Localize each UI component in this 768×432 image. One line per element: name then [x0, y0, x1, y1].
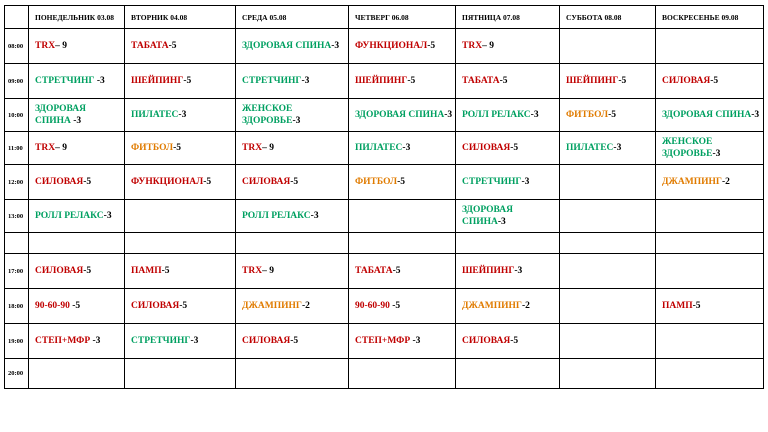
class-name: СТЕП+МФР: [355, 336, 411, 346]
class-cell: [560, 289, 656, 324]
class-name: СТРЕТЧИНГ: [242, 76, 302, 86]
class-name: СТЕП+МФР: [35, 336, 91, 346]
class-name: СИЛОВАЯ: [35, 266, 84, 276]
class-cell: [456, 64, 560, 99]
class-cell: [456, 165, 560, 200]
class-cell: [236, 132, 349, 165]
class-name: ТRХ: [35, 143, 56, 153]
schedule-table: [4, 5, 764, 389]
class-cell: [349, 64, 456, 99]
class-name: СИЛОВАЯ: [35, 177, 84, 187]
time-label: 19:00: [5, 324, 29, 359]
class-duration: -5: [692, 301, 701, 311]
class-cell: [29, 29, 125, 64]
class-name: ПАМП: [131, 266, 162, 276]
class-duration: -3: [402, 143, 411, 153]
class-name: ФУНКЦИОНАЛ: [131, 177, 204, 187]
class-cell: [656, 233, 764, 254]
class-name: ШЕЙПИНГ: [566, 76, 619, 86]
class-duration: – 9: [55, 143, 67, 153]
class-duration: -3: [521, 177, 530, 187]
class-cell: [560, 233, 656, 254]
class-cell: [560, 99, 656, 132]
class-duration: -5: [510, 143, 519, 153]
class-cell: [656, 289, 764, 324]
time-slot-row: [5, 324, 764, 359]
day-header: ВТОРНИК 04.08: [125, 6, 236, 29]
class-cell: [236, 233, 349, 254]
class-duration: -3: [190, 336, 199, 346]
class-duration: -5: [618, 76, 627, 86]
class-duration: -3: [410, 336, 421, 346]
time-label: 17:00: [5, 254, 29, 289]
class-name: ДЖАМПИНГ: [662, 177, 722, 187]
class-cell: [456, 99, 560, 132]
class-duration: -5: [69, 301, 81, 311]
time-slot-row: [5, 99, 764, 132]
time-slot-row: [5, 233, 764, 254]
class-cell: [349, 165, 456, 200]
class-duration: -5: [499, 76, 508, 86]
class-cell: [560, 165, 656, 200]
class-duration: -5: [392, 266, 401, 276]
time-slot-row: [5, 132, 764, 165]
class-name: ЗДОРОВАЯ СПИНА: [35, 104, 86, 126]
day-header: ЧЕТВЕРГ 06.08: [349, 6, 456, 29]
class-name: ШЕЙПИНГ: [355, 76, 408, 86]
class-name: СИЛОВАЯ: [131, 301, 180, 311]
time-label: 13:00: [5, 200, 29, 233]
class-cell: [29, 132, 125, 165]
class-cell: [349, 254, 456, 289]
class-cell: [349, 324, 456, 359]
class-cell: [349, 29, 456, 64]
time-slot-row: [5, 165, 764, 200]
class-cell: [125, 165, 236, 200]
class-cell: [456, 359, 560, 389]
class-duration: -5: [83, 266, 92, 276]
class-cell: [456, 289, 560, 324]
class-cell: [125, 99, 236, 132]
class-duration: -3: [310, 211, 319, 221]
class-name: СТРЕТЧИНГ: [462, 177, 522, 187]
class-duration: -5: [510, 336, 519, 346]
class-duration: -5: [179, 301, 188, 311]
class-duration: – 9: [262, 143, 274, 153]
class-duration: -5: [290, 336, 299, 346]
class-name: СТРЕТЧИНГ: [131, 336, 191, 346]
class-duration: -2: [301, 301, 310, 311]
class-duration: -5: [608, 110, 617, 120]
class-cell: [236, 99, 349, 132]
class-duration: -3: [178, 110, 187, 120]
class-duration: -3: [90, 336, 101, 346]
class-cell: [349, 132, 456, 165]
class-cell: [236, 289, 349, 324]
class-cell: [656, 29, 764, 64]
class-cell: [456, 233, 560, 254]
class-duration: -3: [94, 76, 105, 86]
class-cell: [656, 165, 764, 200]
class-cell: [656, 200, 764, 233]
class-cell: [29, 289, 125, 324]
class-cell: [349, 289, 456, 324]
time-label: 11:00: [5, 132, 29, 165]
class-duration: -5: [407, 76, 416, 86]
class-cell: [125, 289, 236, 324]
class-duration: -5: [161, 266, 170, 276]
class-duration: -2: [721, 177, 730, 187]
class-duration: -5: [173, 143, 182, 153]
class-cell: [560, 359, 656, 389]
class-name: ФИТБОЛ: [355, 177, 398, 187]
class-cell: [656, 64, 764, 99]
class-name: ЖЕНСКОЕ ЗДОРОВЬЕ: [242, 104, 293, 126]
header-row: [5, 6, 764, 29]
class-name: ПИЛАТЕС: [131, 110, 179, 120]
class-name: РОЛЛ РЕЛАКС: [462, 110, 531, 120]
class-cell: [236, 29, 349, 64]
time-label: 08:00: [5, 29, 29, 64]
class-cell: [349, 200, 456, 233]
time-slot-row: [5, 359, 764, 389]
class-name: 90-60-90: [355, 301, 390, 311]
class-name: ЗДОРОВАЯ СПИНА: [662, 110, 752, 120]
class-duration: -3: [70, 116, 82, 126]
class-name: СТРЕТЧИНГ: [35, 76, 95, 86]
class-cell: [125, 64, 236, 99]
class-duration: -3: [751, 110, 760, 120]
class-cell: [560, 132, 656, 165]
class-cell: [560, 64, 656, 99]
class-name: ТRХ: [462, 41, 483, 51]
time-slot-row: [5, 289, 764, 324]
class-cell: [456, 254, 560, 289]
class-duration: -5: [203, 177, 212, 187]
time-slot-row: [5, 254, 764, 289]
class-name: ЗДОРОВАЯ СПИНА: [462, 205, 513, 227]
class-cell: [125, 233, 236, 254]
class-duration: -3: [530, 110, 539, 120]
class-cell: [456, 200, 560, 233]
class-cell: [236, 200, 349, 233]
class-name: ПИЛАТЕС: [355, 143, 403, 153]
class-name: ШЕЙПИНГ: [462, 266, 515, 276]
class-cell: [656, 132, 764, 165]
class-name: ПАМП: [662, 301, 693, 311]
class-cell: [29, 254, 125, 289]
time-label: 09:00: [5, 64, 29, 99]
time-label: [5, 233, 29, 254]
class-duration: -2: [521, 301, 530, 311]
class-cell: [349, 99, 456, 132]
class-duration: -3: [444, 110, 453, 120]
class-cell: [456, 324, 560, 359]
time-label: 12:00: [5, 165, 29, 200]
class-cell: [125, 200, 236, 233]
class-cell: [456, 29, 560, 64]
class-name: 90-60-90: [35, 301, 70, 311]
class-cell: [236, 64, 349, 99]
class-duration: -3: [301, 76, 310, 86]
class-cell: [236, 324, 349, 359]
class-cell: [125, 29, 236, 64]
class-name: СИЛОВАЯ: [462, 336, 511, 346]
class-cell: [656, 359, 764, 389]
class-cell: [236, 359, 349, 389]
class-duration: -5: [397, 177, 406, 187]
class-cell: [656, 99, 764, 132]
class-duration: – 9: [262, 266, 274, 276]
time-label: 18:00: [5, 289, 29, 324]
class-duration: -5: [83, 177, 92, 187]
class-name: ФИТБОЛ: [566, 110, 609, 120]
class-cell: [29, 233, 125, 254]
class-name: ТАБАТА: [355, 266, 393, 276]
class-name: СИЛОВАЯ: [462, 143, 511, 153]
class-cell: [560, 324, 656, 359]
class-cell: [29, 324, 125, 359]
class-name: ФИТБОЛ: [131, 143, 174, 153]
class-name: ЗДОРОВАЯ СПИНА: [242, 41, 332, 51]
class-name: СИЛОВАЯ: [242, 336, 291, 346]
class-cell: [125, 324, 236, 359]
class-duration: -5: [290, 177, 299, 187]
class-duration: -3: [497, 217, 506, 227]
time-slot-row: [5, 200, 764, 233]
time-label: 10:00: [5, 99, 29, 132]
class-duration: -5: [183, 76, 192, 86]
day-header: ВОСКРЕСЕНЬЕ 09.08: [656, 6, 764, 29]
day-header: СУББОТА 08.08: [560, 6, 656, 29]
class-cell: [236, 254, 349, 289]
class-name: ШЕЙПИНГ: [131, 76, 184, 86]
class-name: ТRХ: [242, 143, 263, 153]
class-duration: -3: [292, 116, 301, 126]
day-header: ПОНЕДЕЛЬНИК 03.08: [29, 6, 125, 29]
class-cell: [29, 200, 125, 233]
class-cell: [29, 64, 125, 99]
day-header: СРЕДА 05.08: [236, 6, 349, 29]
class-cell: [349, 359, 456, 389]
class-duration: -3: [514, 266, 523, 276]
class-duration: -3: [712, 149, 721, 159]
class-duration: -5: [389, 301, 401, 311]
class-duration: -5: [710, 76, 719, 86]
class-cell: [560, 200, 656, 233]
class-cell: [560, 254, 656, 289]
class-cell: [349, 233, 456, 254]
class-name: ДЖАМПИНГ: [242, 301, 302, 311]
class-cell: [125, 132, 236, 165]
class-cell: [125, 359, 236, 389]
class-name: ТАБАТА: [131, 41, 169, 51]
class-name: ТRХ: [35, 41, 56, 51]
class-duration: -5: [427, 41, 436, 51]
class-cell: [29, 165, 125, 200]
class-name: ЗДОРОВАЯ СПИНА: [355, 110, 445, 120]
corner-cell: [5, 6, 29, 29]
class-name: РОЛЛ РЕЛАКС: [35, 211, 104, 221]
class-duration: -5: [168, 41, 177, 51]
class-name: ТRХ: [242, 266, 263, 276]
class-cell: [29, 99, 125, 132]
class-cell: [656, 324, 764, 359]
class-name: ПИЛАТЕС: [566, 143, 614, 153]
time-slot-row: [5, 64, 764, 99]
time-slot-row: [5, 29, 764, 64]
class-cell: [29, 359, 125, 389]
class-name: РОЛЛ РЕЛАКС: [242, 211, 311, 221]
class-name: ТАБАТА: [462, 76, 500, 86]
class-duration: -3: [613, 143, 622, 153]
class-duration: – 9: [482, 41, 494, 51]
class-cell: [456, 132, 560, 165]
class-cell: [125, 254, 236, 289]
class-name: ФУНКЦИОНАЛ: [355, 41, 428, 51]
class-duration: – 9: [55, 41, 67, 51]
day-header: ПЯТНИЦА 07.08: [456, 6, 560, 29]
class-cell: [560, 29, 656, 64]
class-duration: -3: [103, 211, 112, 221]
class-cell: [656, 254, 764, 289]
class-cell: [236, 165, 349, 200]
class-duration: -3: [331, 41, 340, 51]
class-name: ДЖАМПИНГ: [462, 301, 522, 311]
class-name: ЖЕНСКОЕ ЗДОРОВЬЕ: [662, 137, 713, 159]
time-label: 20:00: [5, 359, 29, 389]
class-name: СИЛОВАЯ: [662, 76, 711, 86]
class-name: СИЛОВАЯ: [242, 177, 291, 187]
